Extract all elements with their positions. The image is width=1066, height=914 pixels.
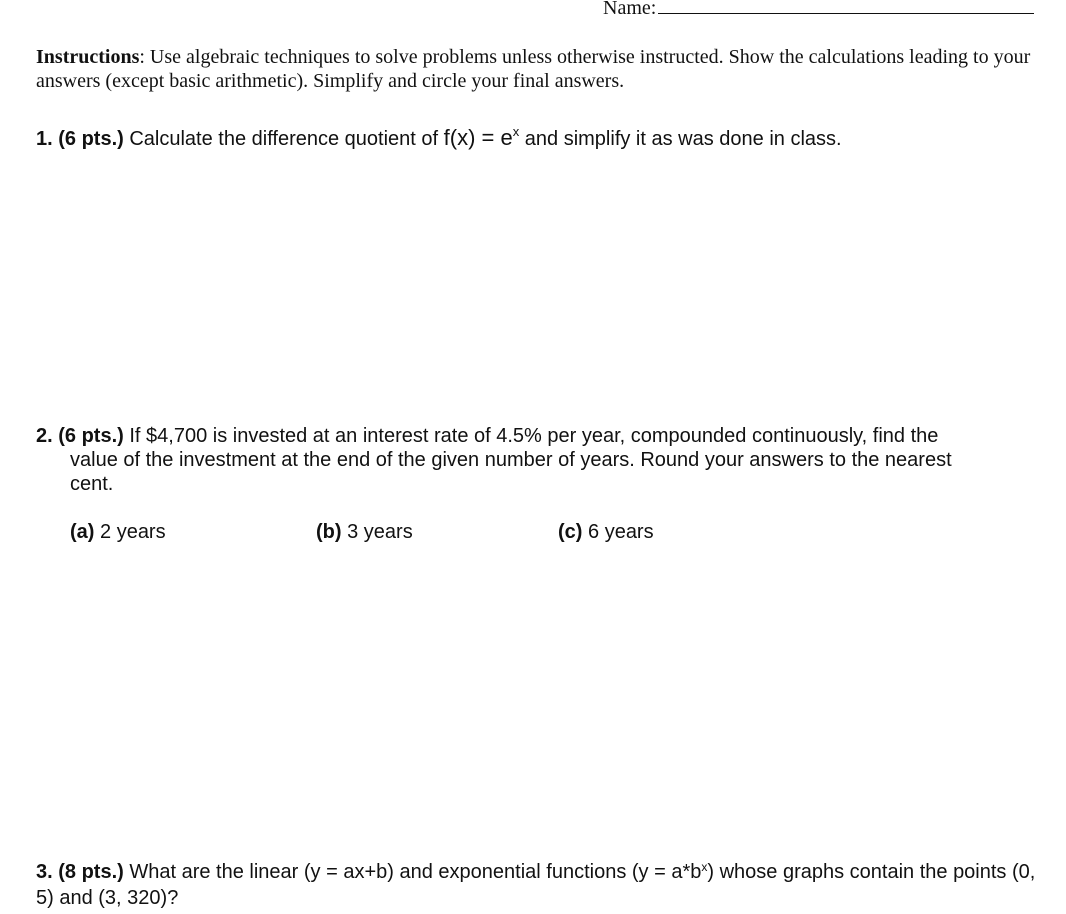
question-2-part-c [558, 521, 654, 544]
question-2-part-a [70, 521, 166, 544]
part-b-text: 3 years [341, 521, 413, 543]
question-3 [36, 860, 1046, 910]
question-2-line-1 [36, 424, 1026, 448]
part-a-label: (a) [70, 521, 95, 543]
question-3-number: 3. (8 pts.) [36, 861, 124, 883]
question-1-function: f(x) = e [443, 125, 513, 150]
instructions-label: Instructions [36, 46, 140, 68]
question-3-exponent: x [701, 860, 708, 874]
question-1 [36, 126, 842, 153]
question-2-line-2: value of the investment at the end of the given number of years. Round your answers to the nearest [70, 449, 952, 471]
question-2-number: 2. (6 pts.) [36, 425, 124, 447]
name-blank-line [658, 0, 1034, 14]
part-b-label: (b) [316, 521, 342, 543]
name-field [603, 0, 1034, 20]
question-1-number: 1. (6 pts.) [36, 128, 124, 150]
question-1-text-before: Calculate the difference quotient of [123, 128, 444, 150]
question-2 [36, 424, 1026, 496]
question-3-text-before: What are the linear (y = ax+b) and exponential functions (y = a*b [123, 861, 702, 883]
part-a-text: 2 years [94, 521, 166, 543]
name-label: Name: [603, 0, 657, 19]
instructions-text: : Use algebraic techniques to solve problems unless otherwise instructed. Show the calculations leading to your answers (except basic arithmetic). Simplify and circle your final answers. [36, 46, 1031, 92]
question-1-exponent: x [512, 124, 520, 139]
question-2-line-3: cent. [70, 473, 114, 495]
part-c-text: 6 years [582, 521, 654, 543]
question-3-text-after: ) whose graphs contain the points (0, 5) and (3, 320)? [36, 861, 1036, 909]
question-2-part-b [316, 521, 413, 544]
part-c-label: (c) [558, 521, 583, 543]
question-1-text-after: and simplify it as was done in class. [519, 128, 842, 150]
question-2-line-1-text: If $4,700 is invested at an interest rate of 4.5% per year, compounded continuously, find the [123, 425, 939, 447]
instructions [36, 45, 1036, 93]
